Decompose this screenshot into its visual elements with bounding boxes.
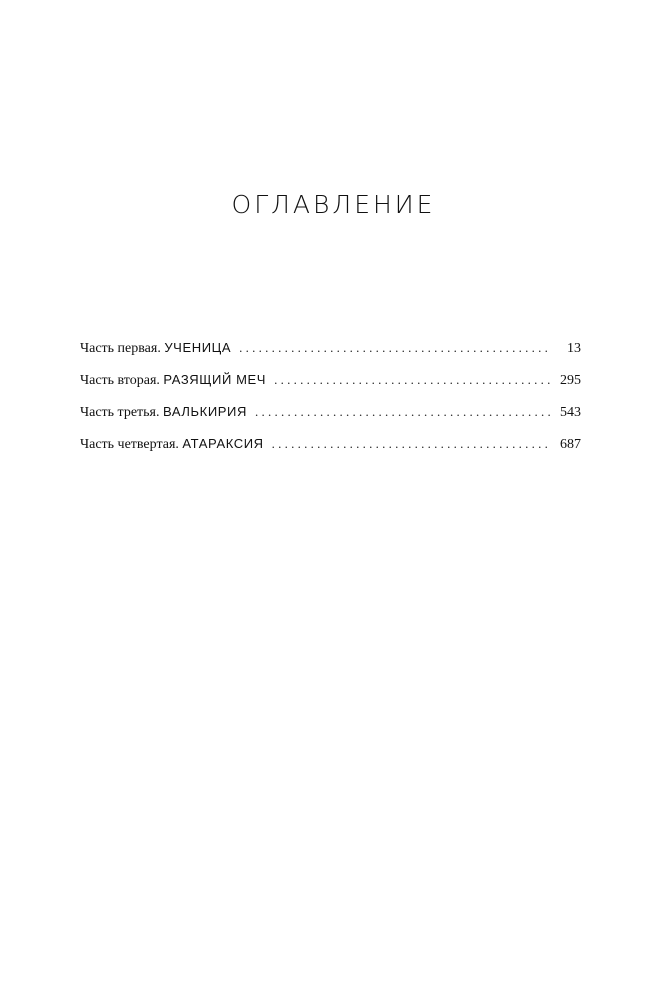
toc-entry-part-2[interactable] — [80, 370, 581, 402]
toc-entry-title: УЧЕНИЦА — [164, 340, 232, 355]
toc-entry-title: АТАРАКСИЯ — [182, 436, 264, 451]
toc-entry-page-number: 295 — [560, 373, 581, 388]
toc-entry-page-number: 13 — [567, 341, 581, 356]
toc-entry-page-number: 543 — [560, 405, 581, 420]
dot-leader — [274, 370, 551, 390]
toc-entry-part-label: Часть первая. — [80, 341, 161, 356]
toc-entry-part-label: Часть четвертая. — [80, 437, 179, 452]
toc-entry-part-label: Часть вторая. — [80, 373, 160, 388]
toc-entry-part-label: Часть третья. — [80, 405, 160, 420]
dot-leader — [272, 434, 551, 454]
toc-entry-page-number: 687 — [560, 437, 581, 452]
table-of-contents-title: ОГЛАВЛЕНИЕ — [231, 190, 436, 219]
toc-entry-part-4[interactable] — [80, 434, 581, 466]
toc-entry-part-3[interactable] — [80, 402, 581, 434]
toc-entry-part-1[interactable] — [80, 338, 581, 370]
dot-leader — [239, 338, 551, 358]
table-of-contents-list — [80, 338, 581, 466]
toc-entry-title: ВАЛЬКИРИЯ — [162, 404, 247, 419]
toc-entry-title: РАЗЯЩИЙ МЕЧ — [163, 372, 267, 387]
dot-leader — [255, 402, 551, 422]
